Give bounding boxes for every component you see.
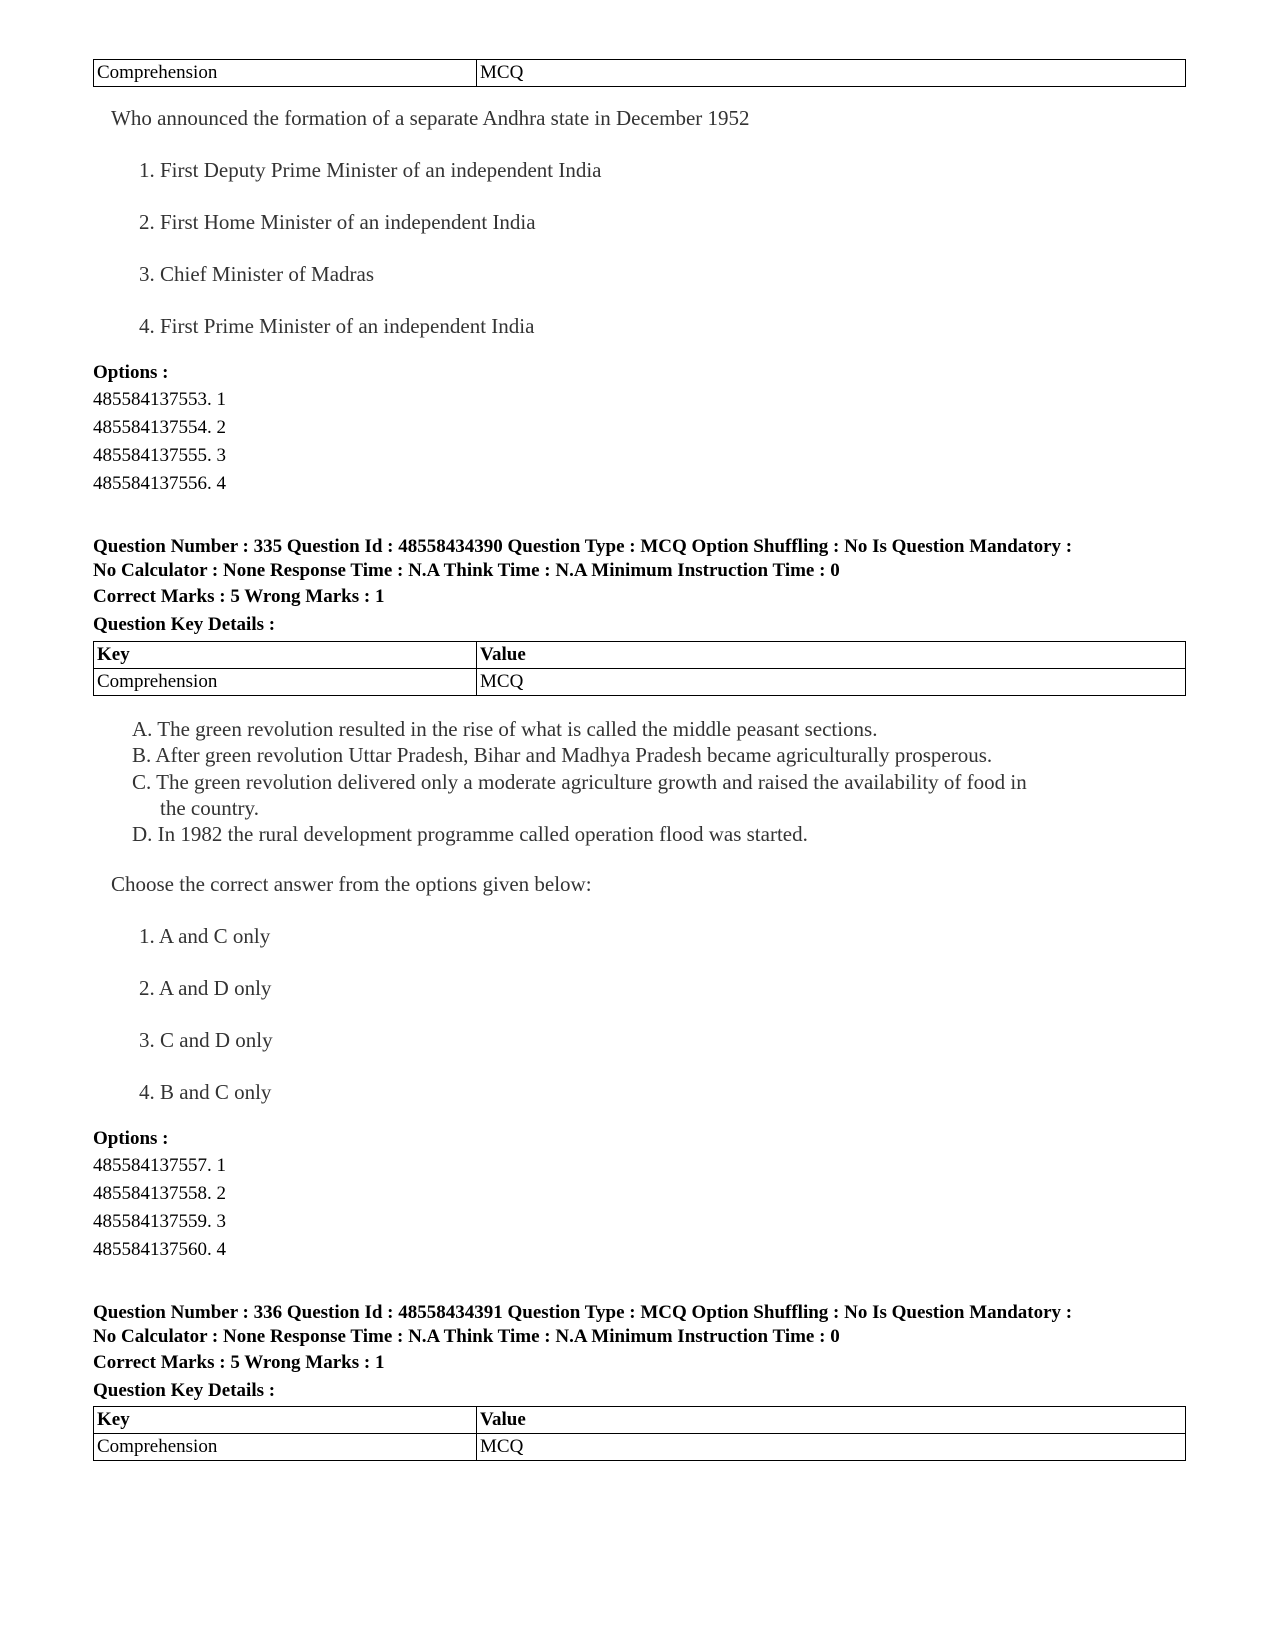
key-details-label: Question Key Details : <box>93 614 276 635</box>
question-meta-line: Question Number : 336 Question Id : 48558434391 Question Type : MCQ Option Shuffling : No Is Question Mandatory : <box>93 1302 1073 1323</box>
choice-item: 2. First Home Minister of an independent India <box>139 210 536 234</box>
question-meta <box>93 1301 1203 1349</box>
option-item: 485584137558. 2 <box>93 1183 226 1204</box>
key-cell: Comprehension <box>94 669 477 696</box>
key-details-table <box>93 641 1186 696</box>
option-item: 485584137555. 3 <box>93 445 226 466</box>
key-cell: Comprehension <box>94 1434 477 1461</box>
question-meta-line: No Calculator : None Response Time : N.A Think Time : N.A Minimum Instruction Time : 0 <box>93 1326 840 1347</box>
statement-item-continued: the country. <box>160 796 259 820</box>
option-item: 485584137560. 4 <box>93 1239 226 1260</box>
statement-item: D. In 1982 the rural development programme called operation flood was started. <box>132 822 808 846</box>
key-details-table <box>93 59 1186 87</box>
table-row <box>94 669 1186 696</box>
key-cell: Comprehension <box>94 60 477 87</box>
option-item: 485584137556. 4 <box>93 473 226 494</box>
column-header: Key <box>94 642 477 669</box>
column-header: Value <box>477 1407 1186 1434</box>
choice-item: 2. A and D only <box>139 976 272 1000</box>
choice-item: 1. First Deputy Prime Minister of an independent India <box>139 158 602 182</box>
value-cell: MCQ <box>477 60 1186 87</box>
option-item: 485584137559. 3 <box>93 1211 226 1232</box>
key-details-table <box>93 1406 1186 1461</box>
table-row <box>94 60 1186 87</box>
statement-item: B. After green revolution Uttar Pradesh, Bihar and Madhya Pradesh became agriculturally prosperous. <box>132 743 993 767</box>
marks-text: Correct Marks : 5 Wrong Marks : 1 <box>93 586 385 607</box>
options-label: Options : <box>93 1128 169 1149</box>
choice-item: 3. C and D only <box>139 1028 273 1052</box>
column-header: Key <box>94 1407 477 1434</box>
choice-item: 1. A and C only <box>139 924 271 948</box>
table-header-row <box>94 642 1186 669</box>
key-details-label: Question Key Details : <box>93 1380 276 1401</box>
statement-item: C. The green revolution delivered only a moderate agriculture growth and raised the availability of food in <box>132 770 1027 794</box>
option-item: 485584137554. 2 <box>93 417 226 438</box>
question-meta-line: Question Number : 335 Question Id : 48558434390 Question Type : MCQ Option Shuffling : No Is Question Mandatory : <box>93 536 1073 557</box>
table-header-row <box>94 1407 1186 1434</box>
statement-item: A. The green revolution resulted in the rise of what is called the middle peasant sections. <box>132 717 878 741</box>
choice-item: 4. First Prime Minister of an independent India <box>139 314 535 338</box>
choice-item: 4. B and C only <box>139 1080 272 1104</box>
column-header: Value <box>477 642 1186 669</box>
value-cell: MCQ <box>477 1434 1186 1461</box>
table-row <box>94 1434 1186 1461</box>
value-cell: MCQ <box>477 669 1186 696</box>
question-meta <box>93 535 1203 583</box>
option-item: 485584137553. 1 <box>93 389 226 410</box>
marks-text: Correct Marks : 5 Wrong Marks : 1 <box>93 1352 385 1373</box>
question-text: Who announced the formation of a separate Andhra state in December 1952 <box>111 106 750 130</box>
question-meta-line: No Calculator : None Response Time : N.A Think Time : N.A Minimum Instruction Time : 0 <box>93 560 840 581</box>
choice-item: 3. Chief Minister of Madras <box>139 262 375 286</box>
instruction-text: Choose the correct answer from the options given below: <box>111 872 592 896</box>
options-label: Options : <box>93 362 169 383</box>
option-item: 485584137557. 1 <box>93 1155 226 1176</box>
